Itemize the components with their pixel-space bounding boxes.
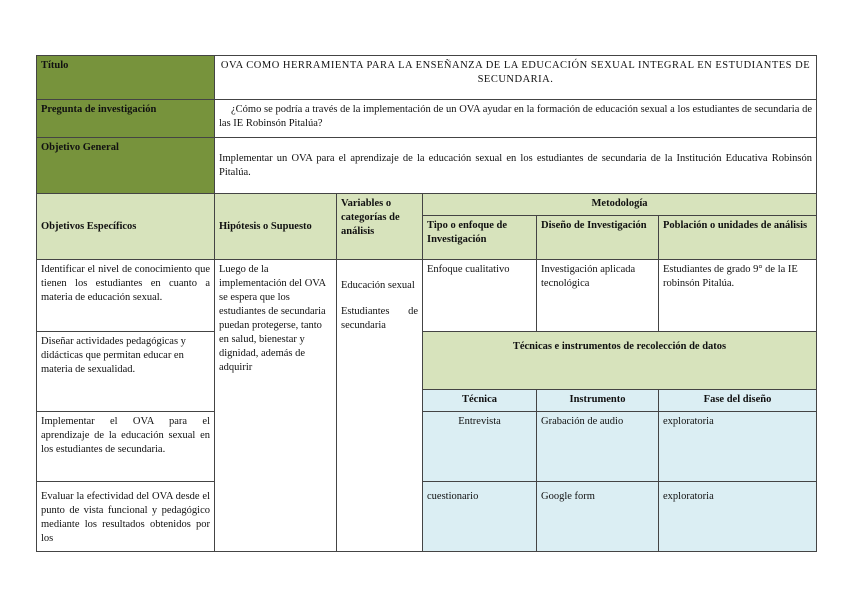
instrumento-2: Google form [537, 482, 659, 552]
pregunta-text: ¿Cómo se podría a través de la implementación de un OVA ayudar en la formación de educación sexual a los estudiantes de secundaria de las IE Robinsón Pitalúa? [215, 100, 817, 138]
pregunta-label: Pregunta de investigación [37, 100, 215, 138]
table-row [37, 260, 817, 332]
poblacion-header: Población o unidades de análisis [659, 216, 817, 260]
tipo-header: Tipo o enfoque de Investigación [423, 216, 537, 260]
variables-cell [337, 260, 423, 552]
titulo-text: OVA COMO HERRAMIENTA PARA LA ENSEÑANZA DE LA EDUCACIÓN SEXUAL INTEGRAL EN ESTUDIANTES DE SECUNDARIA. [215, 56, 817, 100]
pregunta-row [37, 100, 817, 138]
tecnicas-title: Técnicas e instrumentos de recolección de datos [423, 332, 817, 390]
metodologia-header: Metodología [423, 194, 817, 216]
objetivo-especifico-4: Evaluar la efectividad del OVA desde el punto de vista funcional y pedagógico mediante los resultados obtenidos por los [37, 482, 215, 552]
objetivo-especifico-2: Diseñar actividades pedagógicas y didácticas que permitan educar en materia de sexualidad. [37, 332, 215, 412]
title-row [37, 56, 817, 100]
table-row [37, 412, 817, 448]
instrumento-header: Instrumento [537, 390, 659, 412]
diseno-header: Diseño de Investigación [537, 216, 659, 260]
fase-2: exploratoria [659, 482, 817, 552]
diseno-value: Investigación aplicada tecnológica [537, 260, 659, 332]
fase-header: Fase del diseño [659, 390, 817, 412]
columns-header-row [37, 194, 817, 216]
tecnica-header: Técnica [423, 390, 537, 412]
titulo-label: Título [37, 56, 215, 100]
poblacion-value: Estudiantes de grado 9° de la IE robinsón Pitalúa. [659, 260, 817, 332]
objetivo-general-label: Objetivo General [37, 138, 215, 194]
table-row [37, 332, 817, 390]
research-matrix-table [36, 55, 817, 552]
tipo-value: Enfoque cualitativo [423, 260, 537, 332]
objetivo-general-text: Implementar un OVA para el aprendizaje de la educación sexual en los estudiantes de secundaria de la Institución Educativa Robinsón Pitalúa. [215, 138, 817, 194]
hipotesis-text: Luego de la implementación del OVA se espera que los estudiantes de secundaria puedan protegerse, tanto en salud, bienestar y dignidad, además de adquirir [215, 260, 337, 552]
instrumento-1: Grabación de audio [537, 412, 659, 482]
table-row [37, 482, 817, 552]
variable-1: Educación sexual [341, 280, 415, 291]
fase-1: exploratoria [659, 412, 817, 482]
variable-2: Estudiantes de secundaria [341, 306, 418, 331]
hipotesis-header: Hipótesis o Supuesto [215, 194, 337, 260]
objetivo-especifico-1: Identificar el nivel de conocimiento que tienen los estudiantes en cuanto a materia de educación sexual. [37, 260, 215, 332]
objetivo-especifico-3: Implementar el OVA para el aprendizaje de la educación sexual en los estudiantes de secundaria. [37, 412, 215, 482]
objetivos-header: Objetivos Específicos [37, 194, 215, 260]
tecnica-1: Entrevista [423, 412, 537, 482]
tecnica-2: cuestionario [423, 482, 537, 552]
variables-header: Variables o categorías de análisis [337, 194, 423, 260]
objetivo-general-row [37, 138, 817, 194]
